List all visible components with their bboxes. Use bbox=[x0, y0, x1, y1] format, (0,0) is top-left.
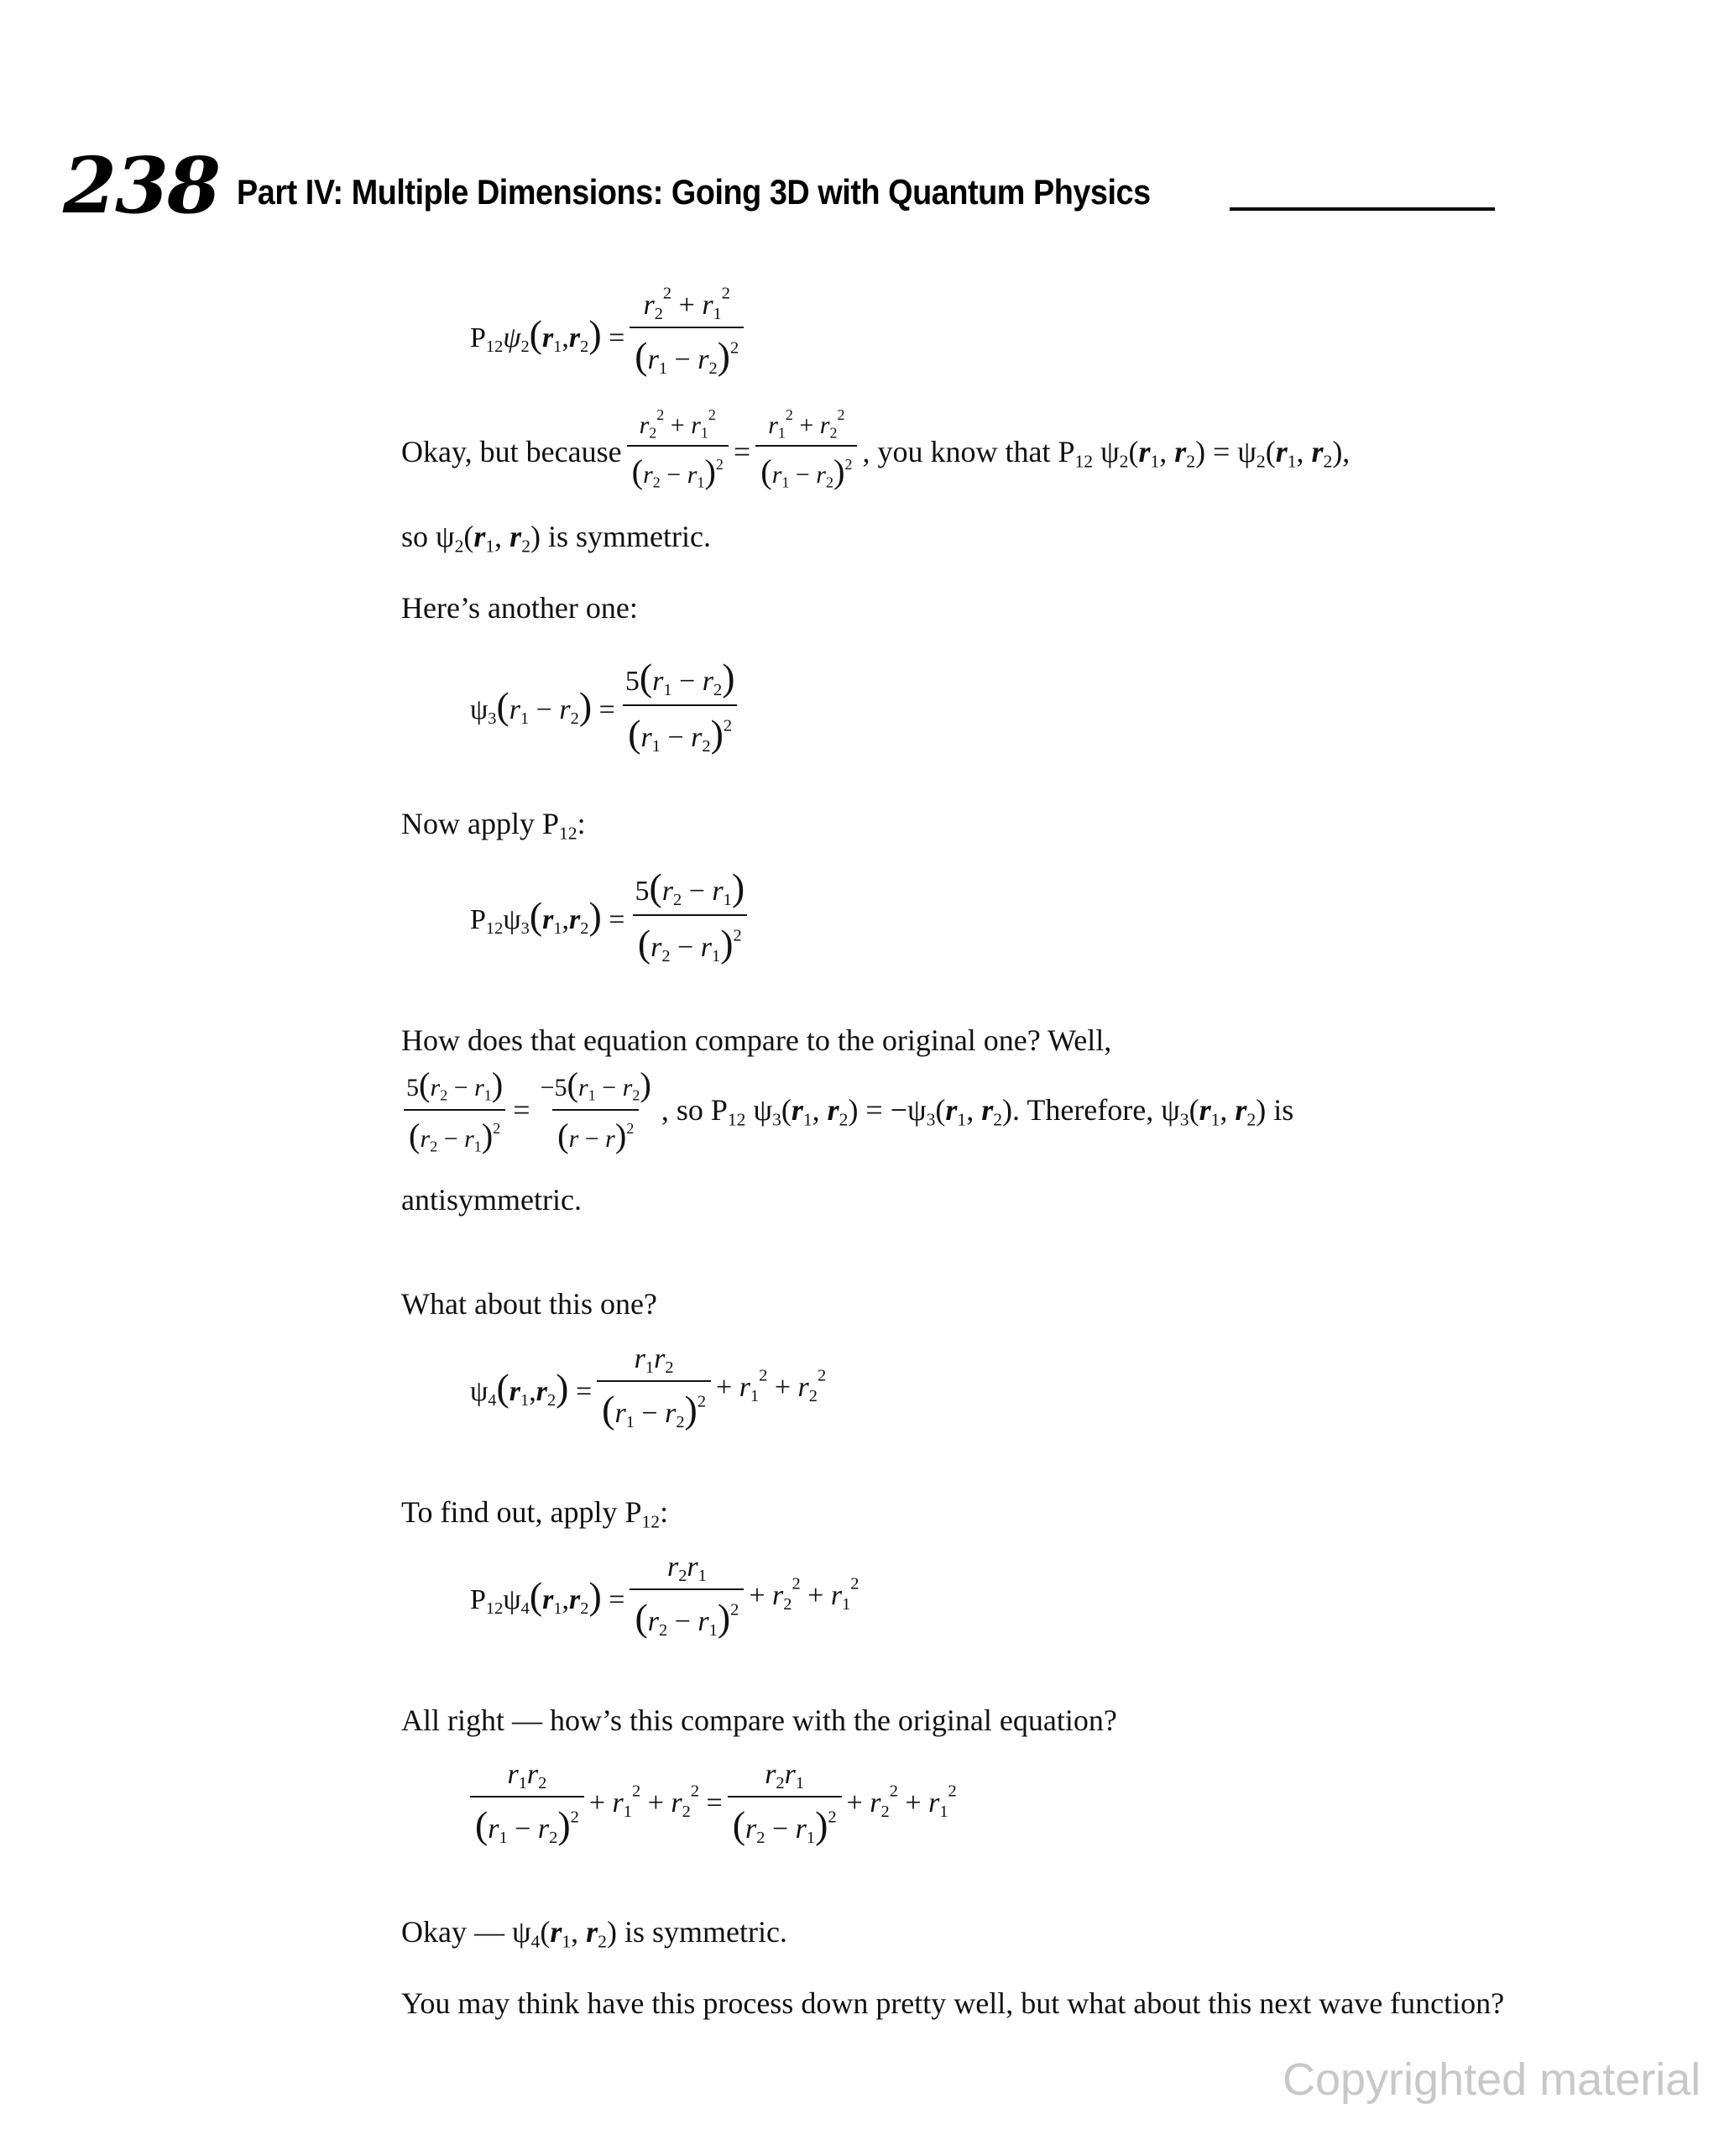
equation-p12-psi2: $P_{12}\psi_2(r_1,r_2)$ = $\frac{r_2^2 + r_1^2}{(r_1 - r_2)^2}$ bbox=[470, 290, 749, 378]
equation-psi4-comparison: $\frac{r_1r_2}{(r_1 - r_2)^2}$ + $r_1^2 + r_2^2$ = $\frac{r_2r_1}{(r_2 - r_1)^2}$ + $r_2^2 + r_1^2$ bbox=[470, 1759, 957, 1847]
paragraph-okay-because: Okay, but because $\frac{r_2^2 + r_1^2}{(r_2 - r_1)^2}$ = $\frac{r_1^2 + r_2^2}{(r_1 - r_2)^2}$ , you know that $P_{12}$ $\psi_2(r_1$, $r_2) = \psi_2(r_1$, $r_2$), bbox=[401, 406, 1351, 491]
page-number: 238 bbox=[63, 140, 220, 231]
paragraph-what-about: What about this one? bbox=[401, 1287, 657, 1321]
header-rule bbox=[1230, 207, 1495, 211]
paragraph-another-one: Here’s another one: bbox=[401, 591, 638, 625]
equation-psi3: $\psi_3(r_1 - r_2)$ = $\frac{5(r_1 - r_2)}{(r_1 - r_2)^2}$ bbox=[470, 655, 745, 756]
paragraph-okay-symmetric: Okay — $\psi_4(r_1$, $r_2$) is symmetric. bbox=[401, 1915, 787, 1952]
paragraph-all-right: All right — how’s this compare with the original equation? bbox=[401, 1703, 1117, 1737]
paragraph-next-wave-function: You may think have this process down pretty well, but what about this next wave function? bbox=[401, 1986, 1505, 2020]
paragraph-to-find-out: To find out, apply $P_{12}$: bbox=[401, 1495, 669, 1532]
equation-psi4: $\psi_4(r_1,r_2)$ = $\frac{r_1r_2}{(r_1 - r_2)^2}$ + $r_1^2 + r_2^2$ bbox=[470, 1343, 827, 1432]
equation-p12-psi4: $P_{12}\psi_4(r_1,r_2)$ = $\frac{r_2r_1}{(r_2 - r_1)^2}$ + $r_2^2 + r_1^2$ bbox=[470, 1552, 860, 1641]
equation-p12-psi3: $P_{12}\psi_3(r_1,r_2)$ = $\frac{5(r_2 - r_1)}{(r_2 - r_1)^2}$ bbox=[470, 865, 755, 965]
paragraph-how-compare: How does that equation compare to the original one? Well, bbox=[401, 1023, 1112, 1057]
paragraph-now-apply: Now apply $P_{12}$: bbox=[401, 807, 586, 844]
running-head: Part IV: Multiple Dimensions: Going 3D with Quantum Physics bbox=[237, 172, 1151, 212]
paragraph-antisymmetric-comparison: $\frac{5(r_2 - r_1)}{(r_2 - r_1)^2}$ = $\frac{-5(r_1 - r_2)}{(r - r)^2}$ , so $P_{12}$ $\psi_3(r_1$, $r_2) = -\psi_3(r_1$, $r_2$) . Therefore, $\psi_3(r_1$, $r_2$) is bbox=[401, 1065, 1293, 1155]
copyright-watermark: Copyrighted material bbox=[1283, 2054, 1701, 2105]
paragraph-antisymmetric: antisymmetric. bbox=[401, 1183, 582, 1217]
paragraph-so-symmetric: so $\psi_2(r_1$, $r_2$) is symmetric. bbox=[401, 520, 711, 557]
